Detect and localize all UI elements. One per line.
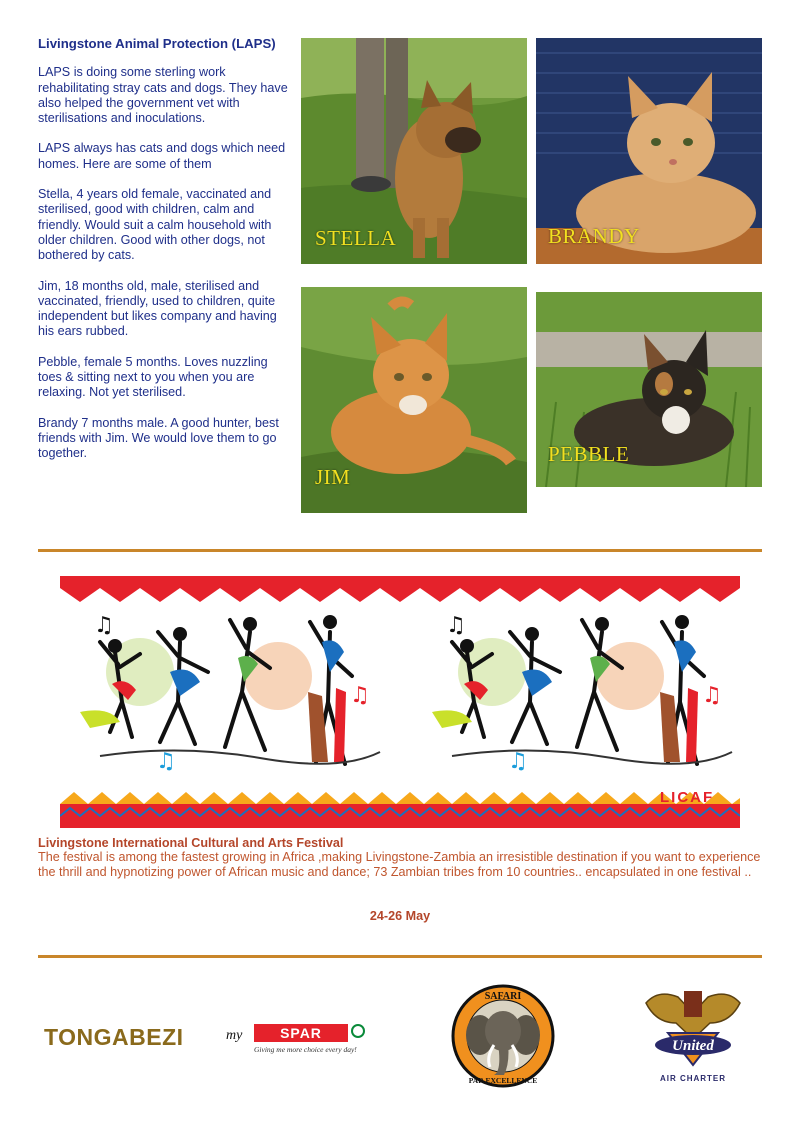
laps-paragraph: LAPS is doing some sterling work rehabilitating stray cats and dogs. They have also helped the government vet with sterilisations and inoculations. bbox=[38, 65, 288, 126]
svg-text:♫: ♫ bbox=[446, 613, 466, 638]
svg-text:♫: ♫ bbox=[508, 749, 528, 774]
spar-my: my bbox=[226, 1028, 243, 1043]
svg-text:♫: ♫ bbox=[350, 683, 370, 708]
festival-banner bbox=[60, 572, 740, 828]
laps-paragraph: LAPS always has cats and dogs which need homes. Here are some of them bbox=[38, 141, 286, 171]
wings-icon bbox=[638, 983, 748, 1089]
spar-logo bbox=[226, 1022, 366, 1062]
photo-pebble bbox=[536, 292, 762, 487]
photo-stella bbox=[301, 38, 527, 264]
tongabezi-logo bbox=[44, 1024, 184, 1051]
safari-par-excellence-logo bbox=[450, 983, 556, 1089]
safari-bottom-text: PAR EXCELLENCE bbox=[468, 1076, 538, 1085]
photo-caption: JIM bbox=[315, 465, 351, 489]
section-divider bbox=[38, 549, 762, 552]
photo-caption: BRANDY bbox=[548, 224, 640, 248]
laps-paragraph: Pebble, female 5 months. Loves nuzzling toes & sitting next to you when you are relaxing. Not yet sterilised. bbox=[38, 354, 268, 400]
festival-description: The festival is among the fastest growing in Africa ,making Livingstone-Zambia an irresistible destination if you want to experience the thrill and hypnotizing power of African music and dance; 73 Zambian tribes from 10 countries.. encapsulated in one festival .. bbox=[38, 850, 761, 879]
svg-text:♫: ♫ bbox=[94, 613, 114, 638]
laps-title: Livingstone Animal Protection (LAPS) bbox=[38, 36, 276, 51]
dancers-illustration bbox=[60, 572, 740, 828]
spar-wordmark: SPAR bbox=[254, 1024, 348, 1042]
festival-dates: 24-26 May bbox=[369, 909, 431, 923]
laps-paragraph: Jim, 18 months old, male, sterilised and vaccinated, friendly, used to children, quite independent but likes company and having his ears rubbed. bbox=[38, 278, 277, 339]
spar-tagline: Giving me more choice every day! bbox=[254, 1045, 357, 1054]
photo-caption: STELLA bbox=[315, 226, 397, 250]
tongabezi-wordmark: TONGABEZI bbox=[44, 1024, 184, 1050]
section-divider bbox=[38, 955, 762, 958]
festival-section bbox=[38, 836, 762, 880]
photo-brandy bbox=[536, 38, 762, 264]
svg-text:♫: ♫ bbox=[156, 749, 176, 774]
united-subtitle: AIR CHARTER bbox=[659, 1074, 727, 1083]
safari-top-text: SAFARI bbox=[484, 991, 522, 1002]
laps-paragraph: Stella, 4 years old female, vaccinated and sterilised, good with children, calm and friendly. Would suit a calm household with older children. Good with other dogs, not bothered by cats. bbox=[38, 187, 272, 263]
spar-tree-icon bbox=[351, 1024, 365, 1038]
festival-title: Livingstone International Cultural and Arts Festival bbox=[38, 836, 344, 850]
united-air-charter-logo bbox=[638, 983, 748, 1089]
united-wordmark: United bbox=[672, 1038, 714, 1054]
photo-jim bbox=[301, 287, 527, 513]
licaf-logo: LICAF bbox=[660, 789, 715, 806]
laps-paragraph: Brandy 7 months male. A good hunter, best friends with Jim. We would love them to go together. bbox=[38, 415, 279, 461]
photo-caption: PEBBLE bbox=[548, 442, 630, 466]
svg-text:♫: ♫ bbox=[702, 683, 722, 708]
laps-article bbox=[38, 36, 294, 477]
elephant-icon bbox=[450, 983, 556, 1089]
